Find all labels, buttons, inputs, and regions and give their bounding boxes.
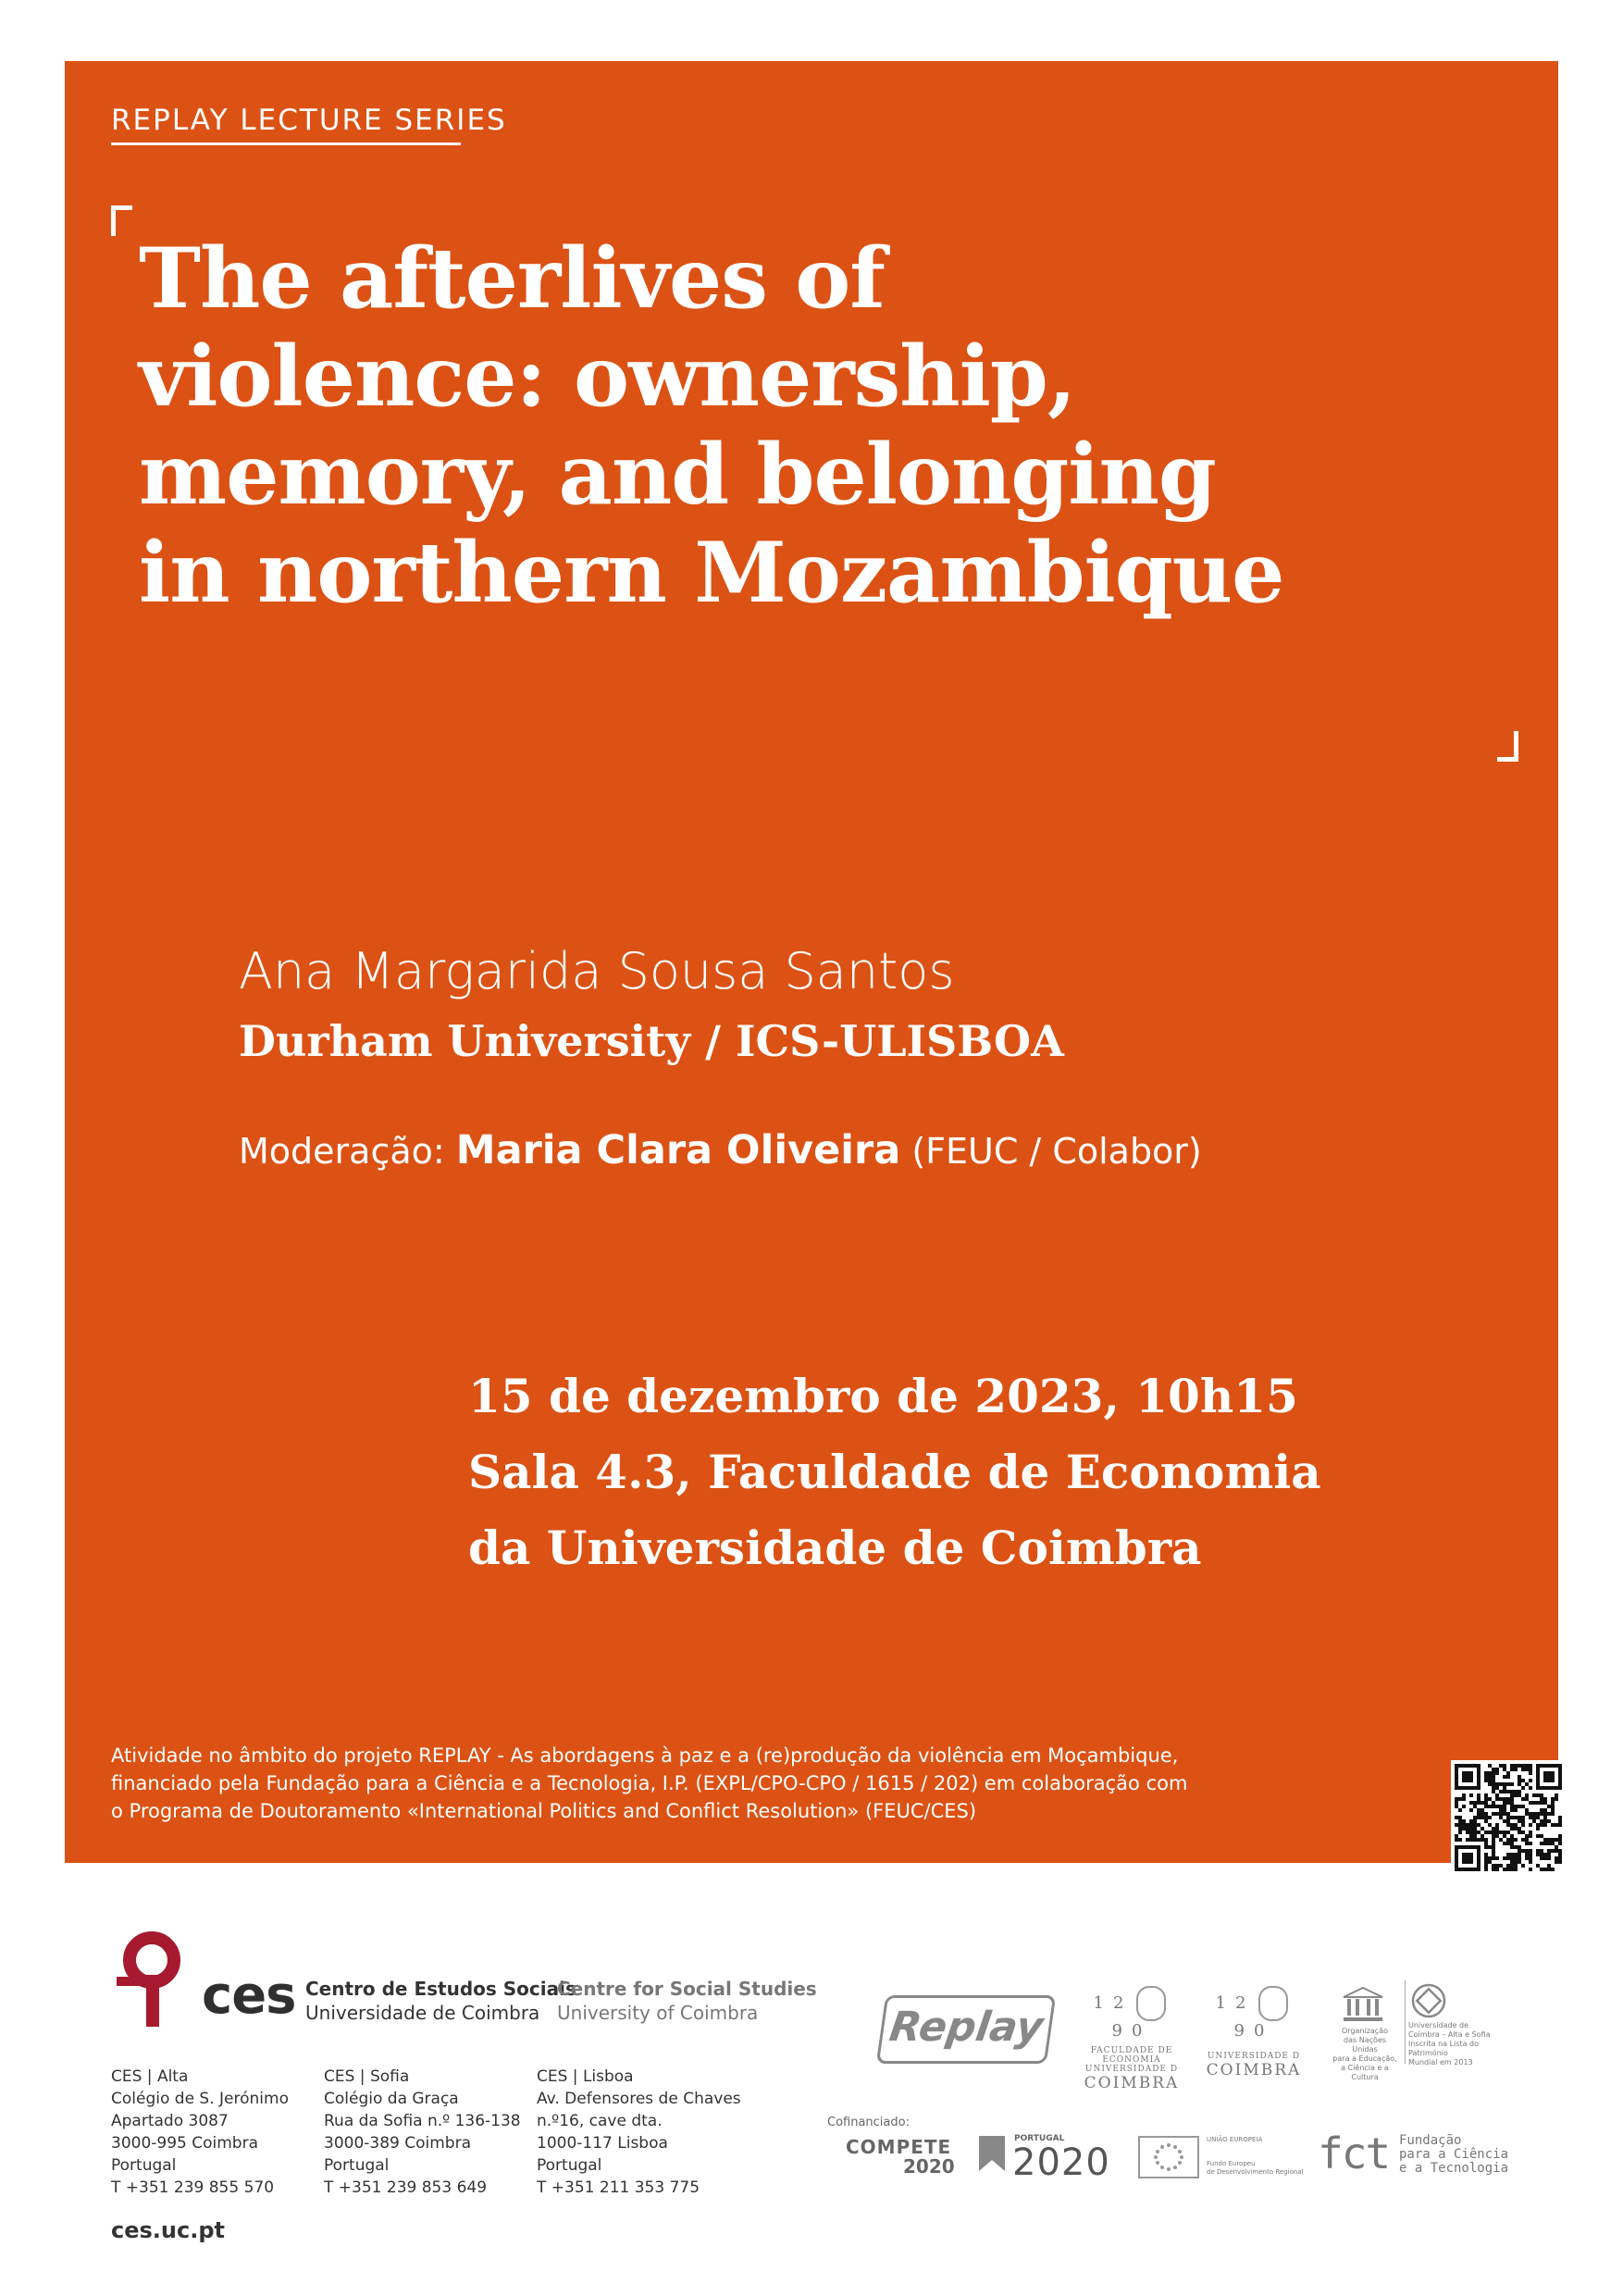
unesco-text: [1332, 2027, 1397, 2082]
feuc-sub2: UNIVERSIDADE D: [1084, 2065, 1179, 2074]
address-line: Colégio de S. Jerónimo: [111, 2090, 289, 2108]
address-phone: T +351 239 855 570: [111, 2178, 275, 2197]
fct-line: para a Ciência: [1399, 2147, 1509, 2162]
heritage-line: Inscrita na Lista do Património: [1408, 2040, 1480, 2057]
address-line: 3000-995 Coimbra: [111, 2134, 259, 2153]
moderation-line: [239, 1127, 1202, 1173]
close-bracket-icon: [1497, 731, 1518, 762]
unesco-line: a Ciência e a Cultura: [1341, 2064, 1389, 2081]
seal-icon: [1136, 1986, 1166, 2021]
ces-name-pt: [305, 1977, 576, 2025]
heritage-line: Universidade de: [1408, 2021, 1469, 2029]
title-line: memory, and belonging: [139, 426, 1216, 524]
address-lisboa: [537, 2066, 741, 2199]
moderator-affiliation: (FEUC / Colabor): [911, 1131, 1202, 1172]
portugal-text: PORTUGAL: [1014, 2134, 1065, 2143]
series-underline: [111, 143, 461, 145]
uc-logo: [1203, 1986, 1305, 2079]
eu-stars-icon: [1140, 2138, 1197, 2177]
unesco-line: Organização: [1341, 2027, 1388, 2035]
speaker-name: Ana Margarida Sousa Santos: [239, 942, 955, 1000]
moderator-name: Maria Clara Oliveira: [455, 1127, 901, 1173]
event-venue: Sala 4.3, Faculdade de Economia: [468, 1445, 1321, 1499]
address-phone: T +351 211 353 775: [537, 2178, 700, 2197]
address-line: CES | Lisboa: [537, 2067, 634, 2086]
ces-pt-line: Universidade de Coimbra: [305, 2002, 540, 2024]
eu-text: UNIÃO EUROPEIA: [1207, 2136, 1263, 2143]
fct-line: e a Tecnologia: [1399, 2161, 1509, 2176]
qr-code-graphic: [1451, 1760, 1566, 1875]
address-line: Portugal: [111, 2156, 177, 2175]
address-line: 1000-117 Lisboa: [537, 2134, 668, 2153]
heritage-line: Coimbra – Alta e Sofia: [1408, 2030, 1491, 2039]
ces-logo-text: ces: [202, 1966, 296, 2026]
replay-logo: [876, 1995, 1056, 2064]
funding-line: o Programa de Doutoramento «International Politics and Conflict Resolution» (FEUC/CES): [111, 1800, 977, 1822]
funding-line: Atividade no âmbito do projeto REPLAY - As abordagens à paz e a (re)produção da violência em Moçambique,: [111, 1744, 1179, 1767]
speaker-affiliation: Durham University / ICS-ULISBOA: [239, 1016, 1064, 1066]
logo-year: 90: [1233, 2021, 1274, 2041]
moderation-label: Moderação:: [239, 1131, 445, 1172]
ces-en-line: Centre for Social Studies: [557, 1978, 817, 2000]
logo-year: 12: [1215, 1993, 1256, 2013]
funding-line: financiado pela Fundação para a Ciência e a Tecnologia, I.P. (EXPL/CPO-CPO / 1615 / 202) em colaboração com: [111, 1772, 1188, 1794]
address-line: Portugal: [324, 2156, 390, 2175]
uc-name: COIMBRA: [1206, 2061, 1302, 2079]
ces-en-line: University of Coimbra: [557, 2002, 759, 2024]
event-details: [468, 1359, 1321, 1586]
world-heritage-icon: [1410, 1982, 1447, 2019]
open-bracket-icon: [111, 205, 132, 236]
address-line: 3000-389 Coimbra: [324, 2134, 472, 2153]
funding-note: [111, 1742, 1187, 1825]
cofinanced-label: Cofinanciado:: [827, 2116, 910, 2129]
portugal2020-icon: [975, 2132, 1009, 2175]
fct-line: Fundação: [1399, 2133, 1462, 2148]
series-label: REPLAY LECTURE SERIES: [111, 104, 507, 137]
address-alta: [111, 2066, 289, 2199]
address-line: Apartado 3087: [111, 2112, 229, 2130]
replay-logo-text: Replay: [886, 2004, 1047, 2051]
uc-sub: UNIVERSIDADE D: [1207, 2052, 1301, 2061]
logo-year: 12: [1093, 1993, 1134, 2013]
event-date-time: 15 de dezembro de 2023, 10h15: [468, 1369, 1298, 1423]
title-line: violence: ownership,: [139, 328, 1076, 426]
feuc-sub: FACULDADE DE ECONOMIA: [1090, 2046, 1173, 2065]
address-line: Portugal: [537, 2156, 602, 2175]
unesco-temple-icon: [1342, 1986, 1384, 2023]
eu-text: de Desenvolvimento Regional: [1207, 2168, 1304, 2176]
event-venue: da Universidade de Coimbra: [468, 1520, 1202, 1575]
ces-logo-icon: [109, 1929, 202, 2030]
eu-flag-icon: [1138, 2136, 1199, 2178]
compete-year: 2020: [903, 2155, 955, 2178]
ces-pt-line: Centro de Estudos Sociais: [305, 1978, 576, 2000]
compete2020-logo: [846, 2136, 955, 2178]
fct-text: [1399, 2134, 1508, 2176]
talk-title: [139, 230, 1508, 622]
unesco-line: para a Educação,: [1332, 2054, 1397, 2063]
title-line: The afterlives of: [139, 230, 885, 328]
website-link[interactable]: ces.uc.pt: [111, 2217, 225, 2243]
ces-name-en: [557, 1977, 817, 2025]
logo-year: 90: [1111, 2021, 1152, 2041]
fct-logo: fct: [1318, 2128, 1390, 2178]
address-sofia: [324, 2066, 521, 2199]
address-line: CES | Alta: [111, 2067, 189, 2086]
address-line: Av. Defensores de Chaves: [537, 2090, 741, 2108]
eu-text: Fundo Europeu: [1207, 2160, 1256, 2167]
heritage-line: Mundial em 2013: [1408, 2058, 1473, 2066]
qr-code-icon[interactable]: [1451, 1760, 1566, 1875]
feuc-name: COIMBRA: [1084, 2074, 1180, 2092]
unesco-line: das Nações Unidas: [1344, 2036, 1386, 2054]
address-phone: T +351 239 853 649: [324, 2178, 488, 2197]
address-line: n.º16, cave dta.: [537, 2112, 663, 2130]
portugal2020-logo: [975, 2132, 1110, 2184]
heritage-text: [1408, 2021, 1510, 2067]
address-line: CES | Sofia: [324, 2067, 410, 2086]
compete-text: COMPETE: [846, 2136, 952, 2158]
feuc-logo: [1081, 1986, 1183, 2092]
seal-icon: [1258, 1986, 1288, 2021]
logo-divider: [1405, 1980, 1406, 2064]
portugal-year: 2020: [1012, 2141, 1110, 2184]
address-line: Rua da Sofia n.º 136-138: [324, 2112, 521, 2130]
address-line: Colégio da Graça: [324, 2090, 459, 2108]
title-line: in northern Mozambique: [139, 524, 1284, 622]
